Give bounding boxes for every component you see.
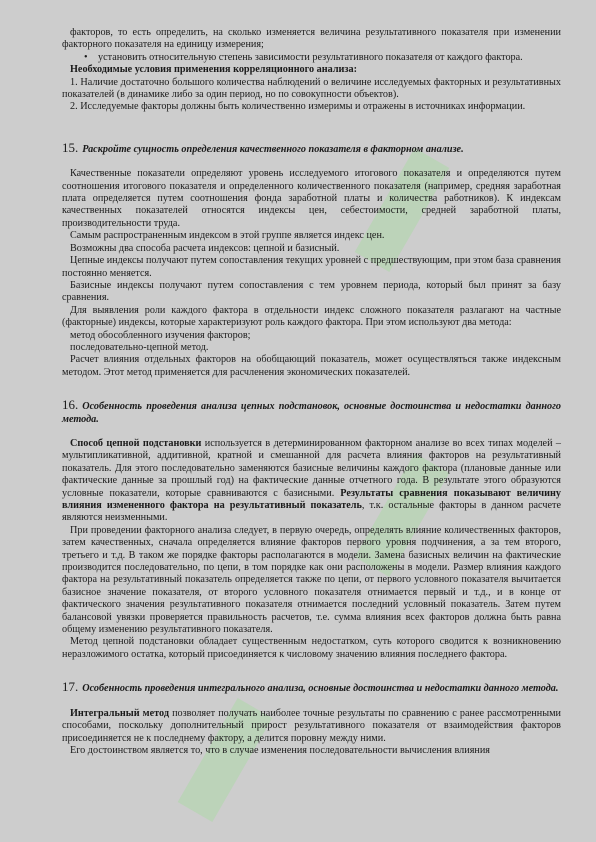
paragraph: Базисные индексы получают путем сопоставления с тем уровнем периода, который был принят за базу сравнения. <box>62 279 561 304</box>
paragraph: Его достоинством является то, что в случае изменения последовательности вычисления влияния <box>70 744 490 756</box>
bullet-text: установить относительную степень зависимости результативного показателя от каждого фактора. <box>98 51 523 63</box>
paragraph: Для выявления роли каждого фактора в отдельности индекс сложного показателя разлагают на частные (факторные) индексы, которые характеризуют роль каждого фактора. При этом используют два метода: <box>62 304 561 329</box>
paragraph: 2. Исследуемые факторы должны быть количественно измеримы и отражены в источниках информации. <box>70 101 526 113</box>
paragraph: Интегральный метод позволяет получать наиболее точные результаты по сравнению с ранее рассмотренными способами, поскольку дополнительный прирост результативного показателя от взаимодействия факторов присоединяется не к последнему фактору, а делится поровну между ними. <box>62 707 561 744</box>
paragraph: Качественные показатели определяют уровень исследуемого итогового показателя и определяются путем соотношения итогового показателя и определенного количественного показателя (например, средняя заработная плата определяется путем соотношения фонда заработной платы и количества работников). К индексам качественных показателей относятся индексы цен, себестоимости, средней заработной платы, производительности труда. <box>62 168 561 229</box>
bullet-icon: • <box>84 51 88 63</box>
paragraph: Метод цепной подстановки обладает существенным недостатком, суть которого сводится к возникновению неразложимого остатка, который присоединяется к числовому значению влияния последнего фактора. <box>62 636 561 660</box>
paragraph: При проведении факторного анализа следует, в первую очередь, определять влияние количественных факторов, затем качественных, сначала определяется влияние факторов первого уровня подчинения, а за тем второго, третьего и т.д. В таком же порядке факторы располагаются в модели. Замена базисных величин на фактические производится последовательно, по цепи, в том порядке как они расположены в модели. Размер влияния каждого фактора на результативный показатель определяется также по цепи, от первого условного показателя вычитается базисное значение показателя, от второго условного показателя отнимается первый и т.д., и в конце от фактического значения результативного показателя отнимается последний условный показатель. Затем путем балансовой увязки проверяется правильность расчетов, т.е. сумма влияния всех факторов должна быть равна общему изменению результативного показателя. <box>62 524 561 636</box>
section-heading-17: 17. Особенность проведения интегрального анализа, основные достоинства и недостатки данного метода. <box>62 679 559 695</box>
paragraph: Возможны два способа расчета индексов: цепной и базисный. <box>70 242 340 254</box>
bullet-item <box>62 52 561 64</box>
paragraph: Способ цепной подстановки используется в детерминированном факторном анализе во всех типах моделей – мультипликативной, аддитивной, кратной и смешанной для расчета влияния факторов на результативный показатель. Для этого последовательно заменяются базисные величины каждого фактора (плановые данные или фактические данные за прошлый год) на фактические данные отчетного года. В результате этого образуются условные показатели, которые сравниваются с базисными. Результаты сравнения показывают величину влияния измененного фактора на результативный показатель, т.к. остальные факторы в данном расчете являются неизменными. <box>62 437 561 524</box>
list-line: последовательно-цепной метод. <box>70 341 209 353</box>
paragraph: 1. Наличие достаточно большого количества наблюдений о величине исследуемых факторных и результативных показателей (в динамике либо за один период, но по совокупности объектов). <box>62 76 561 101</box>
paragraph: Самым распространенным индексом в этой группе является индекс цен. <box>70 230 385 242</box>
paragraph: Цепные индексы получают путем сопоставления текущих уровней с предшествующим, при этом база сравнения постоянно меняется. <box>62 255 561 279</box>
section-heading-16: 16. Особенность проведения анализа цепных подстановок, основные достоинства и недостатки данного метода. <box>62 397 561 425</box>
paragraph: факторов, то есть определить, на сколько изменяется величина результативного показателя при изменении факторного показателя на единицу измерения; <box>62 27 561 51</box>
paragraph: Расчет влияния отдельных факторов на обобщающий показатель, может осуществляться также индексным методом. Этот метод применяется для расчленения экономических показателей. <box>62 354 561 378</box>
document-body <box>62 27 561 757</box>
list-line: метод обособленного изучения факторов; <box>70 329 251 341</box>
conditions-heading: Необходимые условия применения корреляционного анализа: <box>70 64 357 76</box>
section-heading-15: 15. Раскройте сущность определения качественного показателя в факторном анализе. <box>62 139 464 155</box>
